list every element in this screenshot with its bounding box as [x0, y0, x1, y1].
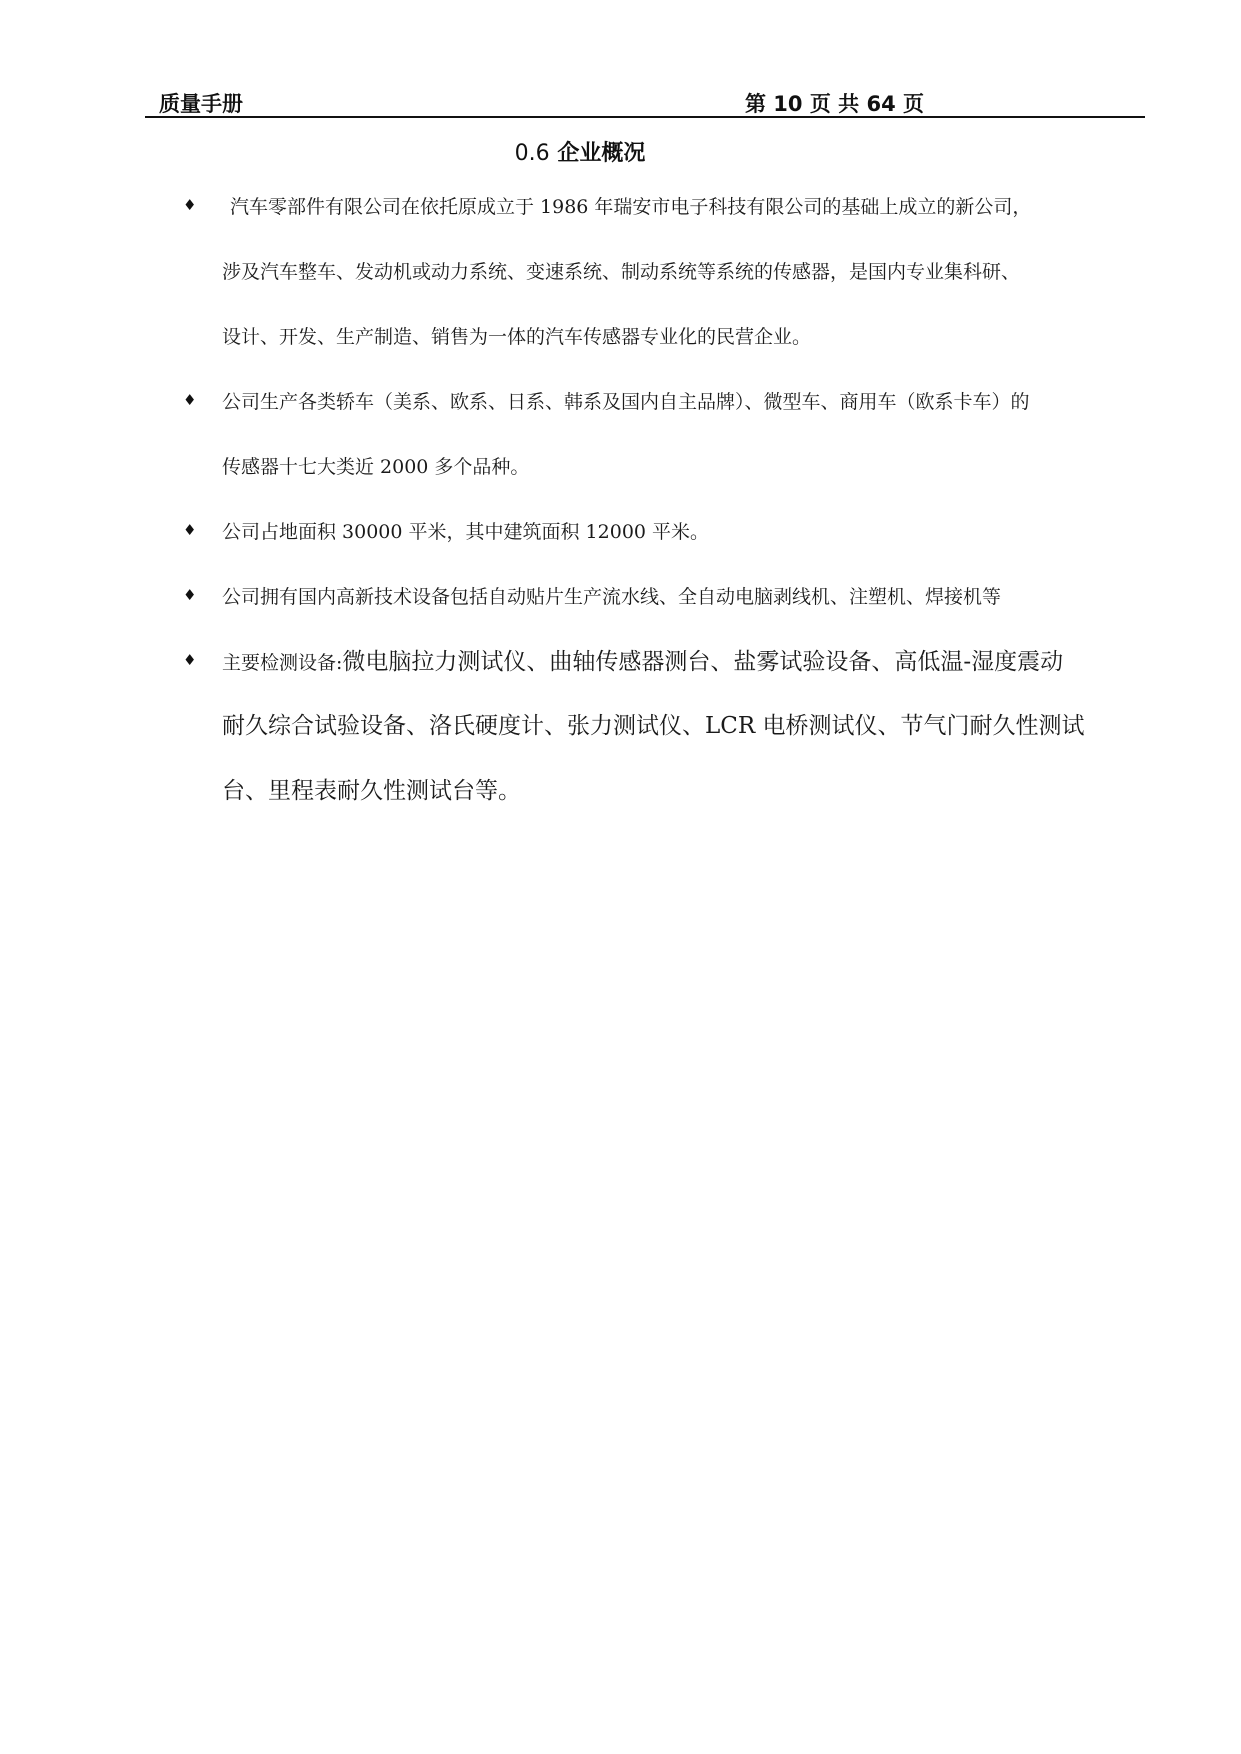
section-number: 0.6 [514, 141, 550, 166]
paragraph-line: 设计、开发、生产制造、销售为一体的汽车传感器专业化的民营企业。 [222, 326, 812, 348]
document-title: 质量手册 [159, 92, 243, 116]
bullet-icon: ♦ [183, 391, 197, 409]
bullet-icon: ♦ [183, 521, 197, 539]
paragraph-line: 公司生产各类轿车（美系、欧系、日系、韩系及国内自主品牌）、微型车、商用车（欧系卡车）的 [222, 391, 1030, 413]
paragraph-line [222, 643, 1063, 676]
section-title: 企业概况 [557, 141, 646, 166]
paragraph-line: 台、里程表耐久性测试台等。 [222, 778, 521, 804]
paragraph-line: 涉及汽车整车、发动机或动力系统、变速系统、制动系统等系统的传感器，是国内专业集科研、 [222, 261, 1021, 283]
paragraph-line: 汽车零部件有限公司在依托原成立于 1986 年瑞安市电子科技有限公司的基础上成立的新公司， [230, 196, 1032, 218]
section-heading [0, 136, 1160, 167]
bullet-icon: ♦ [183, 196, 197, 214]
paragraph-line: 公司占地面积 30000 平米，其中建筑面积 12000 平米。 [222, 521, 710, 543]
page-number: 第 10 页 共 64 页 [745, 92, 925, 116]
equipment-text: 微电脑拉力测试仪、曲轴传感器测台、盐雾试验设备、高低温-湿度震动 [342, 649, 1064, 675]
bullet-icon: ♦ [183, 651, 197, 669]
equipment-label: 主要检测设备: [222, 652, 343, 674]
page-header [145, 86, 1145, 118]
paragraph-line: 传感器十七大类近 2000 多个品种。 [222, 456, 530, 478]
bullet-icon: ♦ [183, 586, 197, 604]
paragraph-line: 公司拥有国内高新技术设备包括自动贴片生产流水线、全自动电脑剥线机、注塑机、焊接机等 [222, 586, 1002, 608]
paragraph-line: 耐久综合试验设备、洛氏硬度计、张力测试仪、LCR 电桥测试仪、节气门耐久性测试 [222, 713, 1085, 739]
